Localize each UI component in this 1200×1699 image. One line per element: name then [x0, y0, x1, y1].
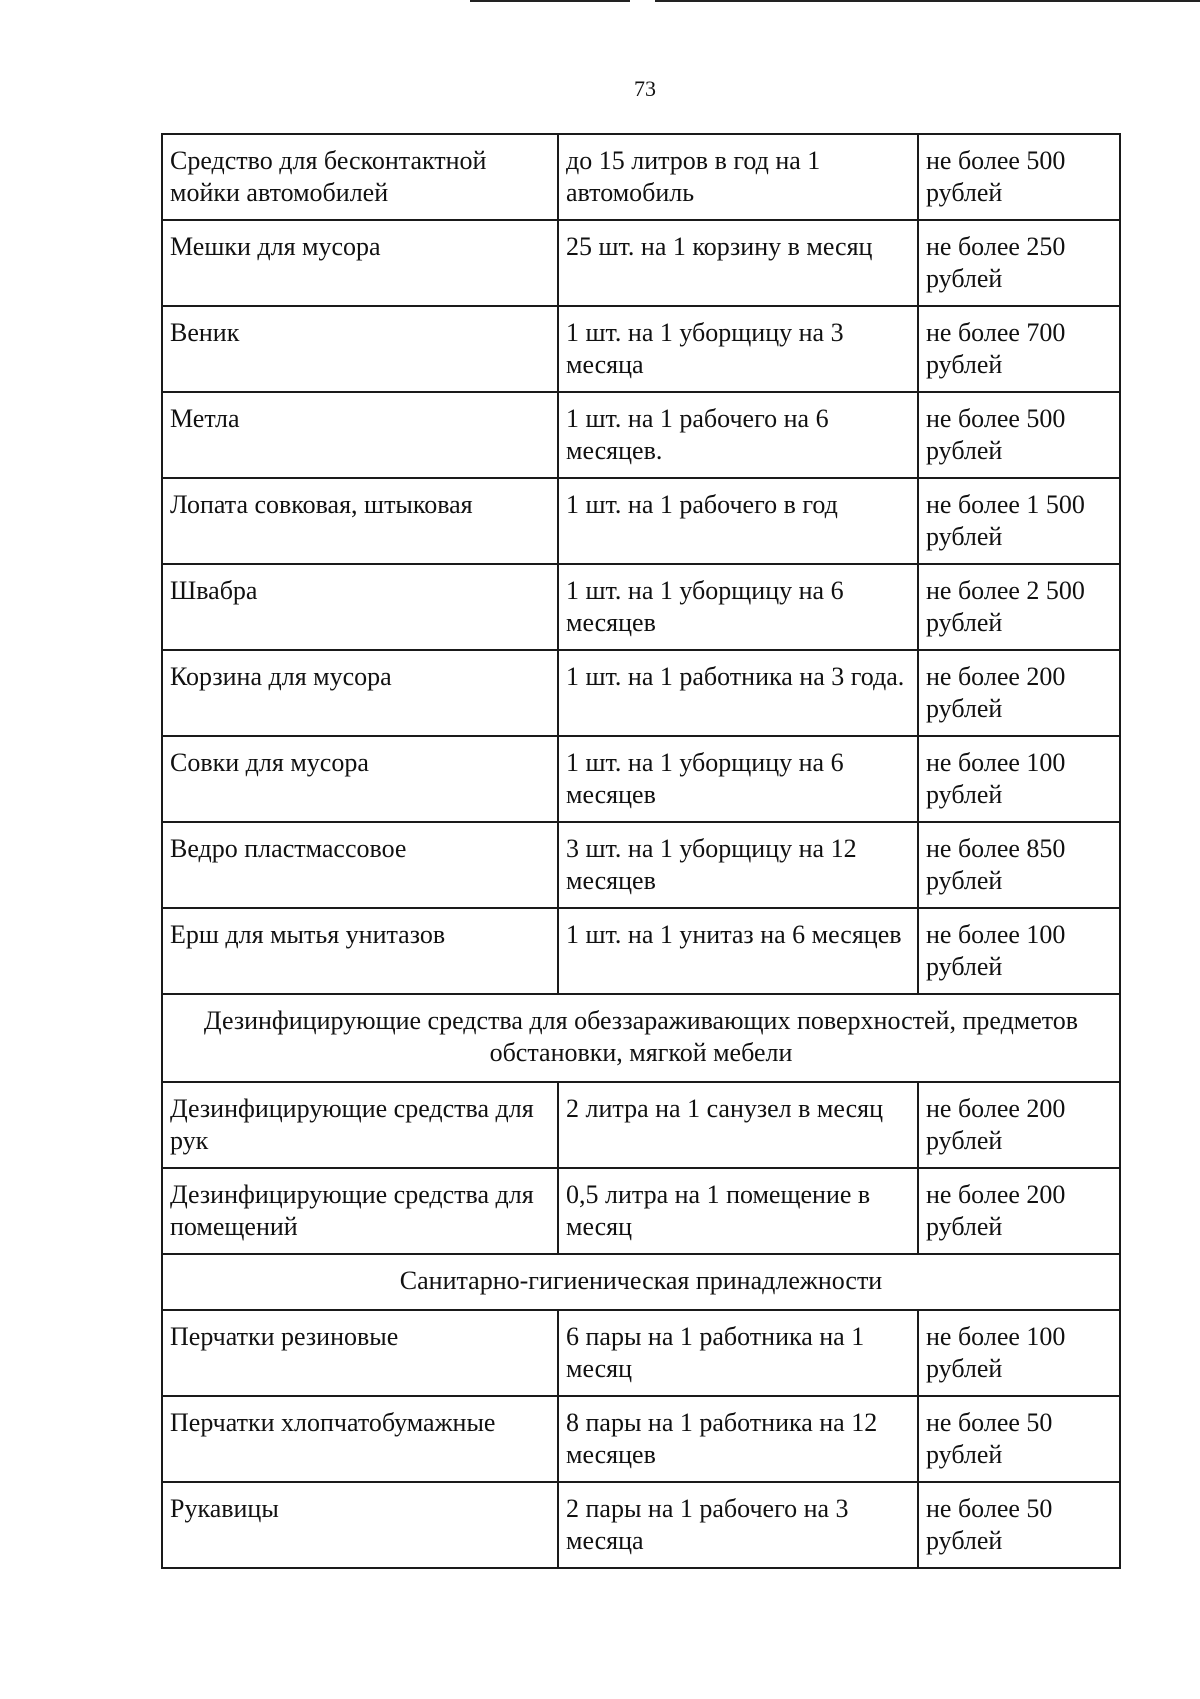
table-section-header: [162, 1254, 1120, 1310]
item-name-cell: Ерш для мытья унитазов: [162, 908, 558, 994]
item-price-cell: не более 250 рублей: [918, 220, 1120, 306]
item-price-cell: не более 500 рублей: [918, 134, 1120, 220]
item-norm-cell: 0,5 литра на 1 помещение в месяц: [558, 1168, 918, 1254]
table-row: [162, 1396, 1120, 1482]
item-price-cell: не более 200 рублей: [918, 1168, 1120, 1254]
item-price-cell: не более 50 рублей: [918, 1482, 1120, 1568]
item-price-cell: не более 200 рублей: [918, 1082, 1120, 1168]
table-row: [162, 650, 1120, 736]
item-norm-cell: 1 шт. на 1 рабочего на 6 месяцев.: [558, 392, 918, 478]
item-norm-cell: 1 шт. на 1 уборщицу на 3 месяца: [558, 306, 918, 392]
page-number: 73: [634, 76, 656, 101]
item-norm-cell: 1 шт. на 1 унитаз на 6 месяцев: [558, 908, 918, 994]
item-norm-cell: 1 шт. на 1 рабочего в год: [558, 478, 918, 564]
norms-table-body: [162, 134, 1120, 1568]
table-row: [162, 822, 1120, 908]
top-edge-rule: [655, 0, 1200, 2]
item-norm-cell: 1 шт. на 1 уборщицу на 6 месяцев: [558, 564, 918, 650]
item-name-cell: Дезинфицирующие средства для помещений: [162, 1168, 558, 1254]
table-section-header: [162, 994, 1120, 1082]
table-row: [162, 736, 1120, 822]
item-name-cell: Корзина для мусора: [162, 650, 558, 736]
item-norm-cell: 8 пары на 1 работника на 12 месяцев: [558, 1396, 918, 1482]
item-name-cell: Перчатки резиновые: [162, 1310, 558, 1396]
item-name-cell: Дезинфицирующие средства для рук: [162, 1082, 558, 1168]
item-name-cell: Метла: [162, 392, 558, 478]
item-price-cell: не более 50 рублей: [918, 1396, 1120, 1482]
item-name-cell: Швабра: [162, 564, 558, 650]
norms-table: [161, 133, 1121, 1569]
section-title: Дезинфицирующие средства для обеззараживающих поверхностей, предметов обстановки, мягкой мебели: [162, 994, 1120, 1082]
item-norm-cell: 2 пары на 1 рабочего на 3 месяца: [558, 1482, 918, 1568]
item-name-cell: Мешки для мусора: [162, 220, 558, 306]
table-row: [162, 392, 1120, 478]
item-price-cell: не более 100 рублей: [918, 908, 1120, 994]
item-name-cell: Лопата совковая, штыковая: [162, 478, 558, 564]
item-name-cell: Ведро пластмассовое: [162, 822, 558, 908]
item-price-cell: не более 2 500 рублей: [918, 564, 1120, 650]
table-row: [162, 1168, 1120, 1254]
item-price-cell: не более 100 рублей: [918, 736, 1120, 822]
table-row: [162, 908, 1120, 994]
item-norm-cell: 2 литра на 1 санузел в месяц: [558, 1082, 918, 1168]
item-name-cell: Перчатки хлопчатобумажные: [162, 1396, 558, 1482]
table-row: [162, 1310, 1120, 1396]
item-norm-cell: до 15 литров в год на 1 автомобиль: [558, 134, 918, 220]
table-row: [162, 564, 1120, 650]
item-price-cell: не более 1 500 рублей: [918, 478, 1120, 564]
item-price-cell: не более 850 рублей: [918, 822, 1120, 908]
table-row: [162, 1482, 1120, 1568]
table-row: [162, 306, 1120, 392]
top-edge-rule: [470, 0, 630, 2]
item-price-cell: не более 700 рублей: [918, 306, 1120, 392]
item-name-cell: Средство для бесконтактной мойки автомобилей: [162, 134, 558, 220]
item-norm-cell: 1 шт. на 1 работника на 3 года.: [558, 650, 918, 736]
section-title: Санитарно-гигиеническая принадлежности: [162, 1254, 1120, 1310]
table-row: [162, 1082, 1120, 1168]
table-row: [162, 134, 1120, 220]
item-price-cell: не более 200 рублей: [918, 650, 1120, 736]
item-norm-cell: 6 пары на 1 работника на 1 месяц: [558, 1310, 918, 1396]
item-price-cell: не более 500 рублей: [918, 392, 1120, 478]
item-name-cell: Совки для мусора: [162, 736, 558, 822]
table-row: [162, 220, 1120, 306]
item-norm-cell: 3 шт. на 1 уборщицу на 12 месяцев: [558, 822, 918, 908]
table-row: [162, 478, 1120, 564]
item-name-cell: Веник: [162, 306, 558, 392]
item-name-cell: Рукавицы: [162, 1482, 558, 1568]
item-norm-cell: 1 шт. на 1 уборщицу на 6 месяцев: [558, 736, 918, 822]
item-norm-cell: 25 шт. на 1 корзину в месяц: [558, 220, 918, 306]
item-price-cell: не более 100 рублей: [918, 1310, 1120, 1396]
